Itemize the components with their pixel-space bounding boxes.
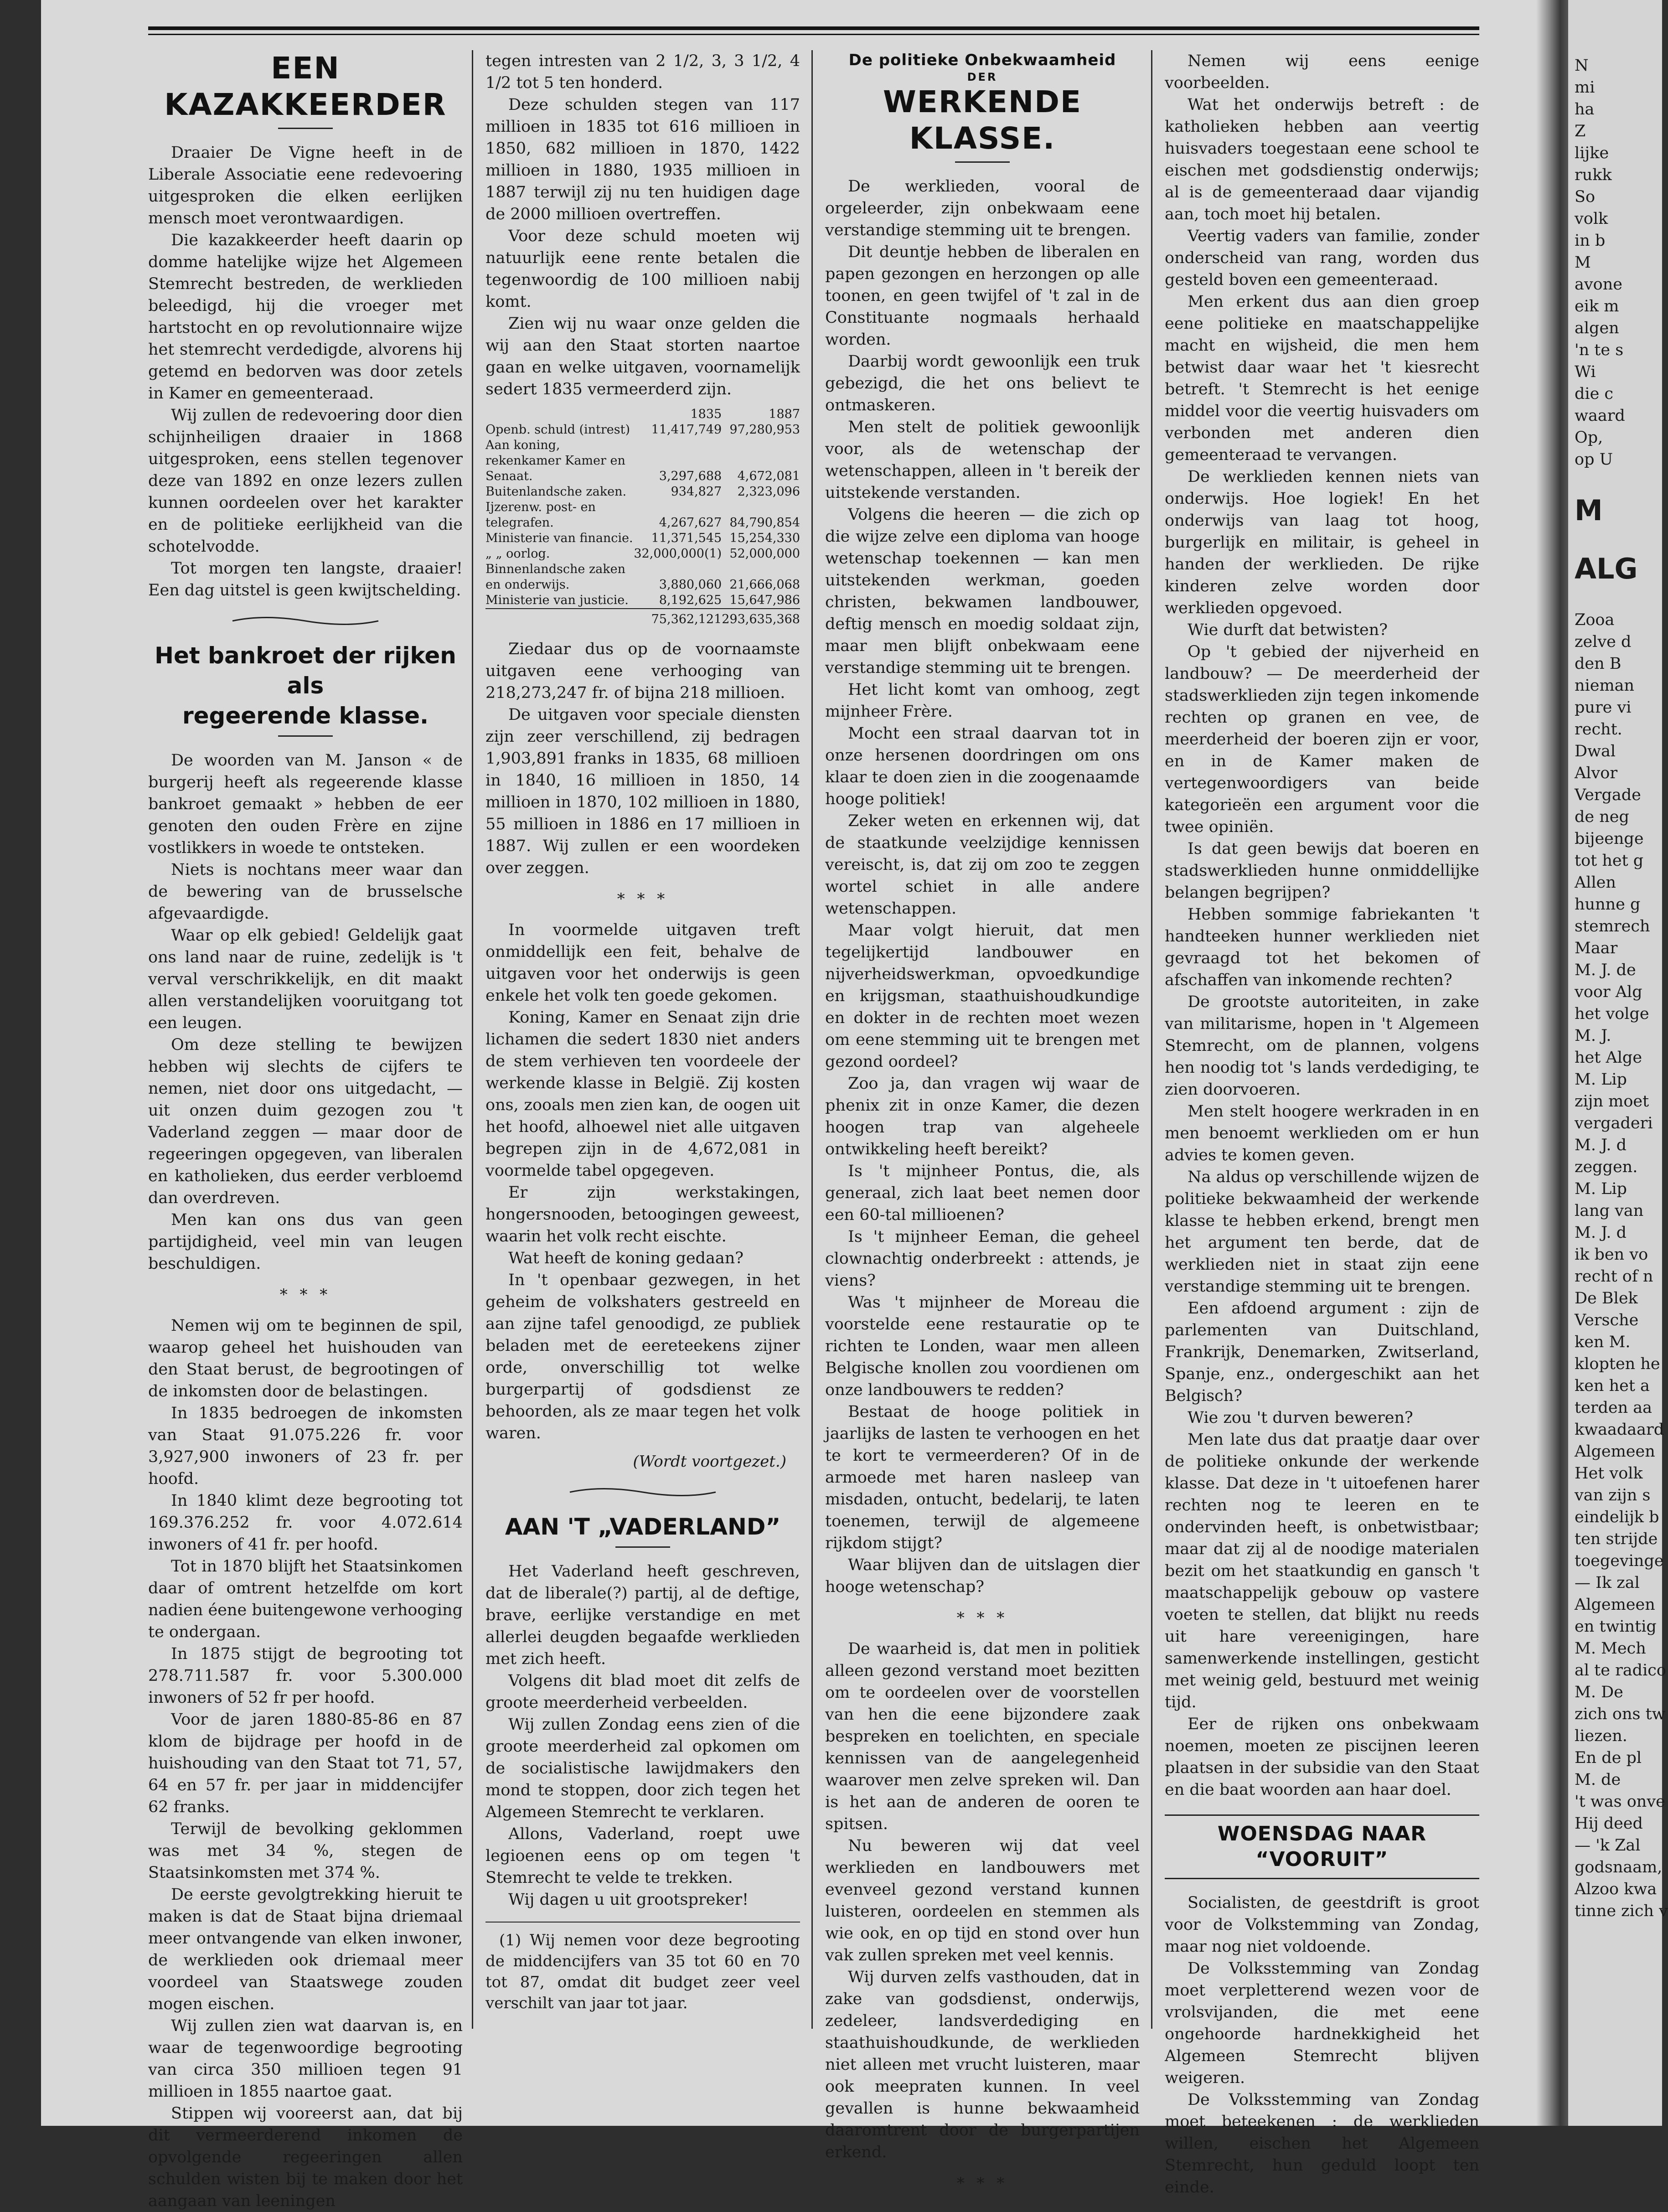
paragraph: Zien wij nu waar onze gelden die wij aan den Staat storten naartoe gaan en welke uitgaven, voornamelijk sedert 1835 vermeerderd zijn. (485, 315, 800, 398)
adjacent-page-line: zijn moet (1575, 1092, 1649, 1111)
adjacent-page-line: op U (1575, 450, 1613, 469)
adjacent-page-line: Het volk (1575, 1464, 1643, 1483)
adjacent-page-line: — 'k Zal (1575, 1836, 1641, 1855)
adjacent-page-line: nieman (1575, 677, 1635, 695)
adjacent-page-line: M. Lip (1575, 1180, 1627, 1198)
column-1 (148, 50, 463, 2210)
article-title-bankroet (148, 641, 463, 731)
table-row (485, 500, 800, 531)
paragraph: Men late dus dat praatje daar over de politieke onkunde der werkende klasse. Dat deze in 't uitoefenen harer rechten nog te leeren en te ondervinden heeft, is onbetwistbaar; maar dat zij al de noodige materialen bezit om het staatkundig en gansch 't maatschappelijk gebouw op vastere voeten te stellen, dat blijkt nu reeds uit hare vereenigingen, hare samenwerkende instellingen, gesticht met weinig geld, bestuurd met weinig tijd. (1165, 1431, 1479, 1711)
adjacent-page-line: stemrech (1575, 917, 1650, 935)
paragraph: Men kan ons dus van geen partijdigheid, veel min van leugen beschuldigen. (148, 1211, 463, 1273)
paragraph: De grootste autoriteiten, in zake van militarisme, hopen in 't Algemeen Stemrecht, om de plannen, volgens hen noodig tot 's lands verdediging, te zien doorvoeren. (1165, 993, 1479, 1099)
paragraph: Waar blijven dan de uitslagen dier hooge wetenschap? (825, 1556, 1140, 1596)
paragraph: De Volksstemming van Zondag moet verpletterend wezen voor de vrolsvijanden, die met eene ongehoorde hardnekkigheid het Algemeen Stemrecht blijven weigeren. (1165, 1959, 1479, 2087)
column-divider (472, 50, 473, 2029)
paragraph: Deze schulden stegen van 117 millioen in 1835 tot 616 millioen in 1850, 682 millioen in 1870, 1422 millioen in 1880, 1935 millioen in 1887 terwijl zij nu ten huidigen dage de 2000 millioen overtreffen. (485, 96, 800, 223)
title-divider (278, 735, 333, 737)
section-stars: * * * (279, 1286, 331, 1304)
paragraph: Na aldus op verschillende wijzen de politieke bekwaamheid der werkende klasse te hebben erkend, brengt men het argument ten berde, dat de werklieden niet in staat zijn eene verstandige stemming uit te brengen. (1165, 1168, 1479, 1296)
section-stars: * * * (956, 2174, 1008, 2192)
paragraph: Nemen wij om te beginnen de spil, waarop geheel het huishouden van den Staat berust, de begrootingen of de inkomsten door de belastingen. (148, 1317, 463, 1401)
adjacent-page-line: M (1575, 494, 1603, 527)
adjacent-page-line: M. J. (1575, 1027, 1611, 1045)
paragraph: Wij dagen u uit grootspreker! (508, 1891, 749, 1909)
adjacent-page-line: zelve d (1575, 633, 1632, 651)
table-cell: Ministerie van justicie. (485, 593, 629, 607)
table-cell: 934,827 (671, 485, 722, 499)
table-cell: 2,323,096 (737, 485, 800, 499)
paragraph: Er zijn werkstakingen, hongersnooden, betoogingen geweest, waarin het volk recht eischte. (485, 1184, 800, 1246)
adjacent-page-line: vergaderi (1575, 1114, 1653, 1132)
table-header-row (485, 407, 800, 422)
column-3 (825, 50, 1140, 2192)
adjacent-page-line: Z (1575, 122, 1586, 140)
adjacent-page-line: pure vi (1575, 698, 1632, 717)
paragraph: De eerste gevolgtrekking hieruit te maken is dat de Staat bijna driemaal meer ontvangende van elken inwoner, de werklieden ook driemaal meer voordeel van Staatswege zouden mogen eischen. (148, 1886, 463, 2013)
table-cell: 4,267,627 (659, 516, 722, 530)
paragraph: Allons, Vaderland, roept uwe legioenen eens op om tegen 't Stemrecht te velde te trekken. (485, 1825, 800, 1887)
adjacent-page-line (1575, 470, 1668, 492)
adjacent-page-line: M. J. d (1575, 1224, 1627, 1242)
article-body (485, 50, 800, 400)
adjacent-page-line: M. De (1575, 1683, 1623, 1701)
paragraph: Niets is nochtans meer waar dan de bewering van de brusselsche afgevaardigde. (148, 861, 463, 923)
adjacent-page-line: eik m (1575, 297, 1619, 315)
adjacent-page-line: De Blek (1575, 1289, 1638, 1308)
paragraph: Ziedaar dus op de voornaamste uitgaven eene verhooging van 218,273,247 fr. of bijna 218 millioen. (485, 640, 800, 702)
column-divider (1151, 50, 1152, 2029)
footnote (485, 1922, 800, 2014)
table-row (485, 593, 800, 609)
column-2 (485, 50, 800, 2074)
table-cell: 21,666,068 (729, 578, 800, 592)
adjacent-page-line: de neg (1575, 808, 1629, 826)
paragraph: De waarheid is, dat men in politiek alleen gezond verstand moet bezitten om te oordeelen over de voorstellen van hen die eene bijzondere zaak bespreken en toelichten, en speciale kennissen van de aangelegenheid waarover men zelve spreken wil. Dan is het aan de anderen de ooren te spitsen. (825, 1640, 1140, 1833)
adjacent-page-line: godsnaam, (1575, 1858, 1663, 1876)
paragraph: Nemen wij eens eenige voorbeelden. (1165, 52, 1479, 92)
article-body (1165, 1892, 1479, 2198)
adjacent-page-line: algen (1575, 319, 1619, 337)
article-body (485, 919, 800, 1444)
paragraph: Bestaat de hooge politiek in jaarlijks de lasten te verhoogen en het te kort te vermeerderen? Of in de armoede met haren nasleep van misdaden, ontucht, bedelarij, te laten toenemen, terwijl de algemeene rijkdom stijgt? (825, 1403, 1140, 1552)
table-row (485, 531, 800, 546)
title-line: Het bankroet der rijken als (155, 642, 456, 699)
table-cell: 11,417,749 (651, 423, 722, 437)
adjacent-page-line: zeggen. (1575, 1158, 1638, 1176)
adjacent-page-line: avone (1575, 275, 1622, 294)
adjacent-page-line: Alzoo kwa (1575, 1880, 1657, 1898)
adjacent-page-line: het Alge (1575, 1049, 1642, 1067)
adjacent-page-line: tinne zich v (1575, 1902, 1668, 1920)
paragraph: Een afdoend argument : zijn de parlementen van Duitschland, Frankrijk, Denemarken, Zwitserland, Spanje, enz., ondergeschikt aan het Belgisch? (1165, 1299, 1479, 1405)
paragraph: Socialisten, de geestdrift is groot voor de Volkstemming van Zondag, maar nog niet voldoende. (1165, 1894, 1479, 1956)
paragraph: In voormelde uitgaven treft onmiddellijk een feit, behalve de uitgaven voor het onderwijs is geen enkele het volk ten goede gekomen. (485, 921, 800, 1005)
article-title-box (1165, 1814, 1479, 1879)
adjacent-page-line: ALG (1575, 552, 1638, 585)
adjacent-page-line: lang van (1575, 1202, 1644, 1220)
table-header: 1835 (690, 407, 722, 421)
adjacent-page-line: voor Alg (1575, 983, 1642, 1001)
article-body (1165, 50, 1479, 1801)
adjacent-page-line: tot het g (1575, 852, 1644, 870)
adjacent-page-line: recht of n (1575, 1267, 1653, 1286)
paragraph: Wij zullen Zondag eens zien of die groote meerderheid zal opkomen om de socialistische lawijdmakers den mond te stoppen, door zich tegen het Algemeen Stemrecht te verklaren. (485, 1716, 800, 1821)
article-body (148, 749, 463, 1275)
adjacent-page-line: Maar (1575, 939, 1618, 957)
adjacent-page-line (1575, 529, 1668, 551)
paragraph: Wij zullen de redevoering door dien schijnheiligen draaier in 1868 uitgesproken, eens stellen tegenover deze van 1892 en onze lezers zullen kunnen oordeelen over het karakter en de politieke eerlijkheid van die schotelvodde. (148, 406, 463, 556)
article-kicker: De politieke Onbekwaamheid (848, 51, 1116, 69)
article-kicker-der: DER (967, 71, 998, 83)
adjacent-page-line: liezen. (1575, 1727, 1627, 1745)
paragraph: Wij durven zelfs vasthouden, dat in zake van godsdienst, onderwijs, zedeleer, landsverdediging en staathuishoudkunde, de werklieden niet alleen met vrucht luisteren, maar ook meepraten kunnen. In veel gevallen is hunne bekwaamheid daaromtrent door de burgerpartijen erkend. (825, 1968, 1140, 2161)
paragraph: Hebben sommige fabriekanten 't handteeken hunner werklieden niet gevraagd tot het bekomen of afschaffen van inkomende rechten? (1165, 905, 1479, 989)
table-cell: 84,790,854 (729, 516, 800, 530)
paragraph: De Volksstemming van Zondag moet beteekenen : de werklieden willen, eischen het Algemeen Stemrecht, hun geduld loopt ten einde. (1165, 2091, 1479, 2196)
budget-table (485, 407, 800, 627)
paragraph: Men erkent dus aan dien groep eene politieke en maatschappelijke macht en wijsheid, die men hem betwist daar waar het 't kiesrecht betreft. 't Stemrecht is het eenige middel voor die veertig huisvaders om verbonden met anderen dien gemeenteraad te vervangen. (1165, 293, 1479, 464)
adjacent-page-line: M. Lip (1575, 1070, 1627, 1089)
table-cell: 3,297,688 (659, 469, 722, 483)
paragraph: Wat het onderwijs betreft : de katholieken hebben aan veertig huisvaders toegestaan eene school te eischen met godsdienstig onderwijs; al is de gemeenteraad daar vijandig aan, toch moet hij betalen. (1165, 96, 1479, 223)
adjacent-page-line: ken M. (1575, 1333, 1631, 1351)
table-cell: Ijzerenw. post- en telegrafen. (485, 500, 596, 530)
paragraph: In 1840 klimt deze begrooting tot 169.376.252 fr. voor 4.072.614 inwoners of 41 fr. per hoofd. (148, 1492, 463, 1554)
paragraph: Zeker weten en erkennen wij, dat de staatkunde veelzijdige kennissen vereischt, is, dat zij om zoo te zeggen wortel schiet in alle andere wetenschappen. (825, 812, 1140, 918)
paragraph: Wie zou 't durven beweren? (1188, 1409, 1413, 1427)
adjacent-page-line: volk (1575, 210, 1608, 228)
paragraph: Het Vaderland heeft geschreven, dat de liberale(?) partij, al de deftige, brave, eerlijke verstandige en met allerlei deugden begaafde werklieden met zich heeft. (485, 1562, 800, 1668)
adjacent-page-line: waard (1575, 407, 1625, 425)
table-cell: Buitenlandsche zaken. (485, 485, 627, 499)
paragraph: De werklieden kennen niets van onderwijs. Hoe logiek! En het onderwijs van laag tot hoog, burgerlijk en militair, is geheel in handen der werklieden. De rijke kinderen zelve worden door werklieden opgevoed. (1165, 468, 1479, 617)
paragraph: Volgens die heeren — die zich op die wijze zelve een diploma van hooge wetenschap toekennen — kan men uitstekenden werkman, goeden christen, bekwamen landbouwer, deftig mensch en moedig soldaat zijn, maar men blijft onbekwaam eene verstandige stemming uit te brengen. (825, 506, 1140, 677)
adjacent-page-line: toegevinge (1575, 1552, 1664, 1570)
table-cell: „ „ oorlog. (485, 547, 550, 561)
article-body (485, 638, 800, 879)
adjacent-page-line: Dwal (1575, 742, 1616, 760)
paragraph: In 't openbaar gezwegen, in het geheim de volkshaters gestreeld en aan zijne tafel genoodigd, ze publiek beladen met de eereteekens zijner orde, onverschillig tot welke burgerpartij of godsdienst ze behoorden, als ze maar tegen het volk waren. (485, 1271, 800, 1442)
adjacent-page-line: van zijn s (1575, 1486, 1651, 1504)
column-4 (1165, 50, 1479, 2196)
paragraph: Is 't mijnheer Pontus, die, als generaal, zich laat beet nemen door een 60-tal millioenen? (825, 1162, 1140, 1224)
paragraph: Terwijl de bevolking geklommen was met 34 %, stegen de Staatsinkomsten met 374 %. (148, 1820, 463, 1882)
adjacent-page-line: Algemeen (1575, 1442, 1655, 1461)
adjacent-page-line: ken het a (1575, 1377, 1650, 1395)
adjacent-page-line: kwaadaard (1575, 1421, 1664, 1439)
paragraph: Wij zullen zien wat daarvan is, en waar de tegenwoordige begrooting van circa 350 millioen tegen 91 millioen in 1855 naartoe gaat. (148, 2017, 463, 2101)
paragraph: Men stelt de politiek gewoonlijk voor, als de wetenschap der wetenschappen, alleen in 't bereik der uitstekende verstanden. (825, 418, 1140, 502)
table-cell: Openb. schuld (intrest) (485, 423, 630, 437)
table-row (485, 484, 800, 500)
table-row (485, 422, 800, 438)
column-divider (811, 50, 813, 2029)
paragraph: Koning, Kamer en Senaat zijn drie lichamen die sedert 1830 niet anders de stem verhieven ten voordeele der werkende klasse in België. Zij kosten ons, zooals men zien kan, de oogen uit het hoofd, alhoewel niet alle uitgaven begrepen zijn in de 4,672,081 in voormelde tabel opgegeven. (485, 1008, 800, 1180)
adjacent-page-line: mi (1575, 78, 1595, 97)
paragraph: De woorden van M. Janson « de burgerij heeft als regeerende klasse bankroet gemaakt » hebben de eer genoten den ouden Frère en zijne vostlikkers in woede te ontsteken. (148, 751, 463, 857)
paragraph: Tot morgen ten langste, draaier! Een dag uitstel is geen kwijtschelding. (148, 559, 463, 600)
adjacent-page-line: lijke (1575, 144, 1609, 162)
section-stars: * * * (617, 890, 669, 908)
adjacent-page-line: Vergade (1575, 786, 1641, 804)
table-cell: 11,371,545 (651, 531, 722, 545)
ornament-divider (561, 1484, 725, 1500)
header-rule-thin (148, 34, 1479, 35)
paragraph: Op 't gebied der nijverheid en landbouw? — De meerderheid der stadswerklieden zijn tegen inkomende rechten op granen en vee, de meerderheid der boeren zijn er voor, en in de Kamer maken de vertegenwoordigers van beide kategorieën een argument voor die twee opiniën. (1165, 643, 1479, 836)
table-row (485, 562, 800, 593)
adjacent-page-line: al te radico (1575, 1661, 1666, 1680)
table-cell: Binnenlandsche zaken en onderwijs. (485, 562, 626, 592)
table-cell: 52,000,000 (729, 547, 800, 561)
adjacent-page-line: Hij deed (1575, 1814, 1643, 1833)
table-cell: 32,000,000(1) (634, 547, 722, 561)
adjacent-page-line: M (1575, 253, 1591, 272)
adjacent-page-line: Wi (1575, 363, 1596, 381)
adjacent-page-line: ik ben vo (1575, 1246, 1648, 1264)
table-row (485, 438, 800, 484)
paragraph: Het licht komt van omhoog, zegt mijnheer Frère. (825, 681, 1140, 721)
title-line: regeerende klasse. (182, 703, 429, 729)
adjacent-page-line: Algemeen (1575, 1596, 1655, 1614)
adjacent-page-line: 'n te s (1575, 341, 1624, 359)
adjacent-page-line: Allen (1575, 873, 1616, 892)
paragraph: Zoo ja, dan vragen wij waar de phenix zit in onze Kamer, die dezen hoogen trap van algeheele ontwikkeling heeft bereikt? (825, 1075, 1140, 1158)
ornament-divider (223, 613, 387, 629)
continued-note: (Wordt voortgezet.) (633, 1452, 786, 1471)
table-cell: 15,254,330 (729, 531, 800, 545)
adjacent-page-line: M. J. de (1575, 961, 1636, 979)
adjacent-page-line: ha (1575, 100, 1595, 119)
adjacent-page-line: hunne g (1575, 895, 1641, 914)
table-header (485, 407, 634, 422)
paragraph: Om deze stelling te bewijzen hebben wij slechts de cijfers te nemen, niet door ons uitgedacht, — uit onzen duim gezogen zou 't Vaderland zeggen — maar door de regeeringen opgegeven, van liberalen en katholieken, dus eerder verbloemd dan overdreven. (148, 1036, 463, 1207)
table-total-cell: 75,362,121 (634, 609, 722, 627)
paragraph: Stippen wij vooreerst aan, dat bij dit vermeerderend inkomen de opvolgende regeeringen allen schulden wisten bij te maken door het aangaan van leeningen (148, 2104, 463, 2210)
section-stars: * * * (956, 1609, 1008, 1627)
table-cell: Aan koning, rekenkamer Kamer en Senaat. (485, 438, 625, 483)
table-cell: 8,192,625 (659, 593, 722, 607)
adjacent-page-line: het volge (1575, 1005, 1649, 1023)
paragraph: Wie durft dat betwisten? (1188, 621, 1388, 639)
paragraph: Volgens dit blad moet dit zelfs de groote meerderheid verbeelden. (485, 1672, 800, 1712)
adjacent-page-line: M. J. d (1575, 1136, 1627, 1154)
adjacent-page-line: Versche (1575, 1311, 1639, 1329)
adjacent-page-line: N (1575, 57, 1589, 75)
table-total-cell: 293,635,368 (722, 609, 800, 627)
adjacent-page-line: 't was onve (1575, 1793, 1665, 1811)
adjacent-page-line: Alvor (1575, 764, 1618, 782)
paragraph: Die kazakkeerder heeft daarin op domme hatelijke wijze het Algemeen Stemrecht bestreden, de werklieden beleedigd, hij die vroeger met hartstocht en op revolutionnaire wijze het stemrecht verdedigde, alvorens hij getemd en bedorven was door zetels in Kamer en gemeenteraad. (148, 231, 463, 403)
paragraph: Voor de jaren 1880-85-86 en 87 klom de bijdrage per hoofd in de huishouding van den Staat tot 71, 57, 64 en 57 fr. per jaar in middencijfer 62 franks. (148, 1711, 463, 1816)
adjacent-page-line (1575, 587, 1668, 609)
article-body (825, 1638, 1140, 2163)
adjacent-page-line: — Ik zal (1575, 1574, 1640, 1592)
header-rule (148, 26, 1479, 30)
adjacent-page-line: terden aa (1575, 1399, 1653, 1417)
paragraph: De werklieden, vooral de orgeleerder, zijn onbekwaam eene verstandige stemming uit te brengen. (825, 177, 1140, 239)
paragraph: In 1835 bedroegen de inkomsten van Staat 91.075.226 fr. voor 3,927,900 inwoners of 23 fr. per hoofd. (148, 1404, 463, 1488)
paragraph: Men stelt hoogere werkraden in en men benoemt werklieden om er hun advies te komen geven. (1165, 1102, 1479, 1164)
article-body (148, 1315, 463, 2212)
title-divider (615, 1546, 670, 1548)
table-cell: 3,880,060 (659, 578, 722, 592)
title-divider (278, 128, 333, 129)
table-cell: Ministerie van financie. (485, 531, 633, 545)
paragraph: tegen intresten van 2 1/2, 3, 3 1/2, 4 1/2 tot 5 ten honderd. (485, 52, 800, 92)
adjacent-page-line: klopten he (1575, 1355, 1660, 1373)
adjacent-page-line: eindelijk b (1575, 1508, 1659, 1526)
paragraph: In 1875 stijgt de begrooting tot 278.711.587 fr. voor 5.300.000 inwoners of 52 fr per hoofd. (148, 1645, 463, 1707)
paragraph: Nu beweren wij dat veel werklieden en landbouwers met evenveel gezond verstand kunnen luisteren, oordeelen en stemmen als wie ook, en op tijd en stond over hun vak zullen spreken met veel kennis. (825, 1837, 1140, 1964)
adjacent-page-line: zich ons tw (1575, 1705, 1666, 1723)
article-body (148, 142, 463, 601)
paragraph: Is 't mijnheer Eeman, die geheel clownachtig onderbreekt : attends, je viens? (825, 1228, 1140, 1290)
paragraph: Is dat geen bewijs dat boeren en stadswerklieden hunne onmiddellijke belangen begrijpen? (1165, 840, 1479, 902)
table-cell: 4,672,081 (737, 469, 800, 483)
adjacent-page-line: Op, (1575, 429, 1603, 447)
paragraph: Dit deuntje hebben de liberalen en papen gezongen en herzongen op alle toonen, en geen twijfel of 't zal in de Constituante nogmaals herhaald worden. (825, 243, 1140, 349)
article-title-vooruit: WOENSDAG NAAR “VOORUIT” (1217, 1822, 1427, 1871)
adjacent-page-line: recht. (1575, 720, 1622, 739)
table-cell: 15,647,986 (729, 593, 800, 607)
article-body (825, 176, 1140, 1598)
adjacent-page-line: M. Mech (1575, 1639, 1646, 1658)
table-total-row (485, 609, 800, 627)
article-title-kazakkeerder: EEN KAZAKKEERDER (164, 51, 447, 122)
paragraph: Maar volgt hieruit, dat men tegelijkertijd landbouwer en nijverheidswerkman, opvoedkundige en krijgsman, staathuishoudkundige en dokter in de rechten moet wezen om eene stemming uit te brengen met gezond oordeel? (825, 921, 1140, 1071)
table-header: 1887 (769, 407, 800, 421)
article-title-vaderland: AAN 'T „VADERLAND” (505, 1514, 781, 1540)
adjacent-page-line: rukk (1575, 166, 1612, 184)
adjacent-page-line: den B (1575, 655, 1622, 673)
adjacent-page-line: So (1575, 188, 1596, 206)
adjacent-page-line: M. de (1575, 1771, 1621, 1789)
paragraph: Wat heeft de koning gedaan? (508, 1249, 744, 1267)
article-body (485, 1561, 800, 1911)
table-cell: 97,280,953 (729, 423, 800, 437)
paragraph: Was 't mijnheer de Moreau die voorstelde eene restauratie op te richten te Londen, waar men alleen Belgische knollen zou voordienen om onze landbouwers te redden? (825, 1293, 1140, 1399)
paragraph: Waar op elk gebied! Geldelijk gaat ons land naar de ruine, zedelijk is 't verval verschrikkelijk, en dit maakt allen verstandelijken vooruitgang tot een leugen. (148, 926, 463, 1032)
paragraph: Eer de rijken ons onbekwaam noemen, moeten ze piscijnen leeren plaatsen in der subsidie van den Staat en die baat woorden aan haar doel. (1165, 1715, 1479, 1799)
paragraph: De uitgaven voor speciale diensten zijn zeer verschillend, zij bedragen 1,903,891 franks in 1835, 68 millioen in 1840, 16 millioen in 1850, 14 millioen in 1870, 102 millioen in 1880, 55 millioen in 1886 en 17 millioen in 1887. Wij zullen er een woordeken over zeggen. (485, 706, 800, 877)
adjacent-page-column (1575, 55, 1668, 1922)
article-title-werkende-klasse: WERKENDE KLASSE. (883, 84, 1082, 156)
adjacent-page-edge (1568, 0, 1668, 2126)
footnote-text: (1) Wij nemen voor deze begrooting de middencijfers van 35 tot 60 en 70 tot 87, omdat dit budget zeer veel verschilt van jaar tot jaar. (485, 1931, 800, 2012)
adjacent-page-line: bijeenge (1575, 830, 1644, 848)
paragraph: Mocht een straal daarvan tot in onze hersenen doordringen om ons klaar te doen zien in die zoogenaamde hooge politiek! (825, 724, 1140, 808)
paragraph: Voor deze schuld moeten wij natuurlijk eene rente betalen die tegenwoordig de 100 millioen nabij komt. (485, 227, 800, 311)
adjacent-page-line: En de pl (1575, 1749, 1642, 1767)
page-gutter (1536, 0, 1568, 2126)
adjacent-page-line: en twintig (1575, 1618, 1657, 1636)
adjacent-page-line: Zooa (1575, 611, 1615, 629)
adjacent-page-line: in b (1575, 232, 1606, 250)
paragraph: Draaier De Vigne heeft in de Liberale Associatie eene redevoering uitgesproken die elken eerlijken mensch moet verontwaardigen. (148, 144, 463, 227)
title-divider (955, 161, 1010, 163)
paragraph: Tot in 1870 blijft het Staatsinkomen daar of omtrent hetzelfde om kort nadien éene buitengewone verhooging te ondergaan. (148, 1557, 463, 1641)
adjacent-page-line: ten strijde (1575, 1530, 1658, 1548)
adjacent-page-line: die c (1575, 385, 1614, 403)
table-row (485, 546, 800, 562)
paragraph: Daarbij wordt gewoonlijk een truk gebezigd, die het ons believt te ontmaskeren. (825, 352, 1140, 414)
table-cell (485, 609, 634, 627)
paragraph: Veertig vaders van familie, zonder onderscheid van rang, worden dus gesteld boven een gemeenteraad. (1165, 227, 1479, 289)
